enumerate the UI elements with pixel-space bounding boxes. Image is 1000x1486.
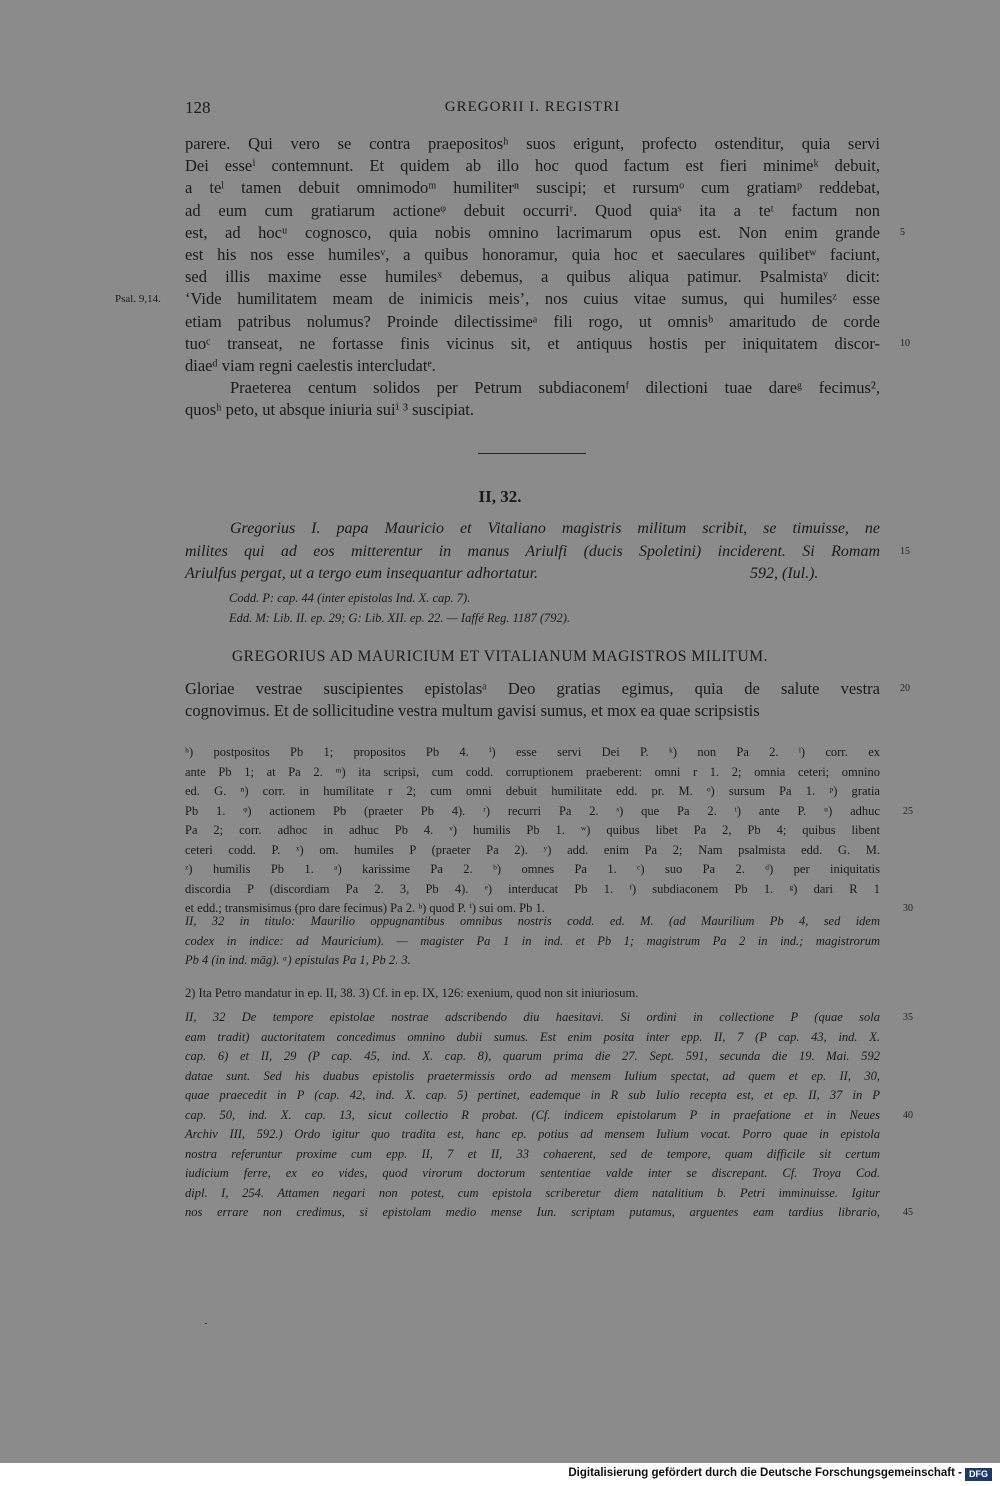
summary-line: Ariulfus pergat, ut a tergo eum insequantur adhortatur. 592, (Iul.). (185, 563, 880, 586)
summary-line: Gregorius I. papa Mauricio et Vitaliano magistris militum scribit, se timuisse, ne (230, 520, 880, 537)
footnote-line: II, 32 in titulo: Maurilio oppugnantibus omnibus nostris codd. ed. M. (ad Maurilium Pb 4, sed idem (185, 914, 880, 928)
line-number: 30 (903, 903, 913, 914)
commentary-line: cap. 50, ind. X. cap. 13, sicut collectio R probat. (Cf. indicem epistolarum P in praefatione et in Neues 40 (185, 1106, 880, 1126)
page-speck (205, 1323, 207, 1324)
footnote-line: discordia P (discordiam Pa 2. 3, Pb 4). ᵉ) interducat Pb 1. ᶠ) subdiaconem Pb 1. ᵍ) dari R 1 (185, 881, 880, 896)
line-number: 15 (900, 545, 910, 557)
editions-line: Edd. M: Lib. II. ep. 29; G: Lib. XII. ep. 22. — Iaffé Reg. 1187 (792). (229, 611, 571, 625)
footer-bar (0, 1463, 1000, 1486)
footnote-line: et edd.; transmisimus (pro dare fecimus) Pa 2. ᵇ) quod P. ⁱ) sui om. Pb 1. 30 (185, 899, 880, 919)
text-line: ad eum cum gratiarum actioneᵠ debuit occurriʳ. Quod quiaˢ ita a teᵗ factum non (185, 200, 880, 220)
margin-reference: Psal. 9,14. (115, 293, 161, 306)
commentary-line: Archiv III, 592.) Ordo igitur quo tradita est, hanc ep. potius ad mensem Iulium vocat. Porro quae in epistola (185, 1127, 880, 1141)
commentary-line: II, 32 De tempore epistolae nostrae adscribendo diu haesitavi. Si ordini in collectione P (quae sola 35 (185, 1008, 880, 1028)
text-line: Praeterea centum solidos per Petrum subdiaconemᶠ dilectioni tuae dareᵍ fecimus², (230, 378, 880, 398)
text-line: diaeᵈ viam regni caelestis intercludatᵉ. (185, 355, 436, 375)
commentary-line: nostra referuntur proxime cum epp. II, 7 et II, 33 cohaerent, sed de tempore, quam difficile sit certum (185, 1146, 880, 1161)
running-title: GREGORII I. REGISTRI (444, 99, 621, 115)
manuscript-info (229, 588, 570, 628)
commentary-line: quae praecedit in P (cap. 42, ind. X. cap. 5) pertinet, eademque in R sub Iulio recepta est, et ep. II, 37 in P (185, 1088, 880, 1102)
letter-text (185, 678, 910, 722)
footnote-line: Pb 4 (in ind. māg). ᵃ) epistulas Pa 1, Pb 2. 3. (185, 953, 411, 967)
footnote-line: ceteri codd. P. ˣ) om. humiles P (praeter Pa 2). ʸ) add. enim Pa 2; Nam psalmista edd. G. M. (185, 842, 880, 857)
footnote-line: codex in indice: ad Mauricium). — magister Pa 1 in ind. et Pb 1; magistrum Pa 2 in ind.; magistrorum (185, 933, 880, 948)
footnotes-references (185, 984, 880, 1004)
page-header (185, 98, 880, 122)
text-line: a teˡ tamen debuit omnimodoᵐ humiliterⁿ suscipi; et rursumᵒ cum gratiamᵖ reddebat, (185, 178, 880, 198)
commentary-line: cap. 6) et II, 29 (P cap. 45, ind. X. cap. 8), quarum prima die 27. Sept. 591, secunda die 19. Mai. 592 (185, 1049, 880, 1063)
section-divider (478, 453, 586, 454)
text-line: cognovimus. Et de sollicitudine vestra multum gavisi sumus, et mox ea quae scripsistis (185, 701, 760, 721)
line-number: 40 (903, 1109, 913, 1121)
footnote-line: 2) Ita Petro mandatur in ep. II, 38. 3) Cf. in ep. IX, 126: exenium, quod non sit iniuriosum. (185, 986, 639, 1000)
letter-summary (185, 518, 910, 586)
line-number: 25 (903, 805, 913, 817)
letter-address: GREGORIUS AD MAURICIUM ET VITALIANUM MAGISTROS MILITUM. (231, 648, 769, 665)
main-text (115, 133, 910, 421)
codices-line: Codd. P: cap. 44 (inter epistolas Ind. X. cap. 7). (229, 591, 471, 605)
text-line: parere. Qui vero se contra praepositosʰ suos erigunt, profecto ostenditur, quia servi (185, 134, 880, 153)
footnote-line: Pa 2; corr. adhoc in adhuc Pb 4. ᵛ) humilis Pb 1. ʷ) quibus libet Pa 2, Pb 4; quibus libent (185, 823, 880, 837)
footnote-line: ʰ) postpositos Pb 1; propositos Pb 4. ⁱ) esse servi Dei P. ᵏ) non Pa 2. ˡ) corr. ex (185, 745, 880, 759)
summary-line: milites qui ad eos mitterentur in manus Ariulfi (ducis Spoletini) inciderent. Si Romam 15 (185, 541, 880, 564)
footnote-line: ante Pb 1; at Pa 2. ᵐ) ita scripsi, cum codd. corruptionem praeberent: omni r 1. 2; omnia ceteri; omnino (185, 764, 880, 779)
commentary (185, 1008, 913, 1223)
text-line: etiam patribus nolumus? Proinde dilectissimeᵃ fili rogo, ut omnisᵇ amaritudo de corde (185, 311, 880, 331)
commentary-line: eam tradit) auctoritatem concedimus omnino dubii sumus. Est enim posita inter epp. II, 7 (P cap. 43, ind. X. (185, 1029, 880, 1044)
text-line: tuoᶜ transeat, ne fortasse finis vicinus sit, et antiquus hostis per iniquitatem discor- 10 (185, 333, 880, 355)
text-line: Psal. 9,14. ‘Vide humilitatem meam de inimicis meis’, nos cuius vitae sumus, qui humilesᶻ esse (185, 288, 880, 310)
commentary-line: dipl. I, 254. Attamen negari non potest, cum epistola scriberetur diem natalitium b. Petri imminuisse. Igitur (185, 1185, 880, 1200)
footnote-line: ed. G. ⁿ) corr. in humilitate r 2; cum omni debuit humilitate edd. pr. M. ᵒ) sursum Pa 1. ᵖ) gratia (185, 784, 880, 798)
line-number: 10 (900, 337, 910, 349)
funding-notice: Digitalisierung gefördert durch die Deutsche Forschungsgemeinschaft - (568, 1467, 962, 1479)
commentary-line: datae sunt. Sed his duabus epistolis praetermissis ordo ad mensem Iulium spectat, ad quem et ep. II, 30, (185, 1068, 880, 1083)
line-number: 20 (900, 683, 910, 694)
line-number: 35 (903, 1012, 913, 1023)
text-line: Gloriae vestrae suscipientes epistolasᵃ Deo gratias egimus, quia de salute vestra 20 (185, 678, 880, 700)
letter-date: 592, (Iul.). (750, 565, 819, 582)
footnotes-critical (185, 743, 913, 919)
line-number: 45 (903, 1207, 913, 1218)
letter-number: II, 32. (478, 487, 522, 506)
page-number: 128 (185, 98, 211, 117)
commentary-line: nos errare non credimus, si epistolam medio mense Iun. scriptam putamus, arguentes eam tardius librario, 45 (185, 1203, 880, 1223)
line-number: 5 (900, 226, 905, 238)
commentary-line: iudicium ferre, ex eo vides, quod virorum doctorum sententiae valde inter se discrepant. Cf. Troya Cod. (185, 1166, 880, 1180)
footnote-line: Pb 1. ᵠ) actionem Pb (praeter Pb 4). ʳ) recurri Pa 2. ˢ) que Pa 2. ᵗ) ante P. ᵘ) adhuc 25 (185, 802, 880, 822)
footnotes-title (185, 912, 880, 971)
footnote-line: ᶻ) humilis Pb 1. ᵃ) karissime Pa 2. ᵇ) omnes Pa 1. ᶜ) suo Pa 2. ᵈ) per iniquitatis (185, 862, 880, 876)
text-line: est his nos esse humilesᵛ, a quibus honoramur, quia hoc et saeculares quilibetʷ faciunt, (185, 244, 880, 264)
text-line: est, ad hocᵘ cognosco, quia nobis omnino lacrimarum opus est. Non enim grande 5 (185, 222, 880, 244)
text-line: quosʰ peto, ut absque iniuria suiⁱ ³ suscipiat. (185, 400, 474, 420)
dfg-logo-icon: DFG (965, 1468, 992, 1481)
text-line: sed illis maxime esse humilesˣ debemus, a quibus aliqua patimur. Psalmistaʸ dicit: (185, 267, 880, 287)
text-line: Dei esseⁱ contemnunt. Et quidem ab illo hoc quod factum est fieri minimeᵏ debuit, (185, 156, 880, 176)
